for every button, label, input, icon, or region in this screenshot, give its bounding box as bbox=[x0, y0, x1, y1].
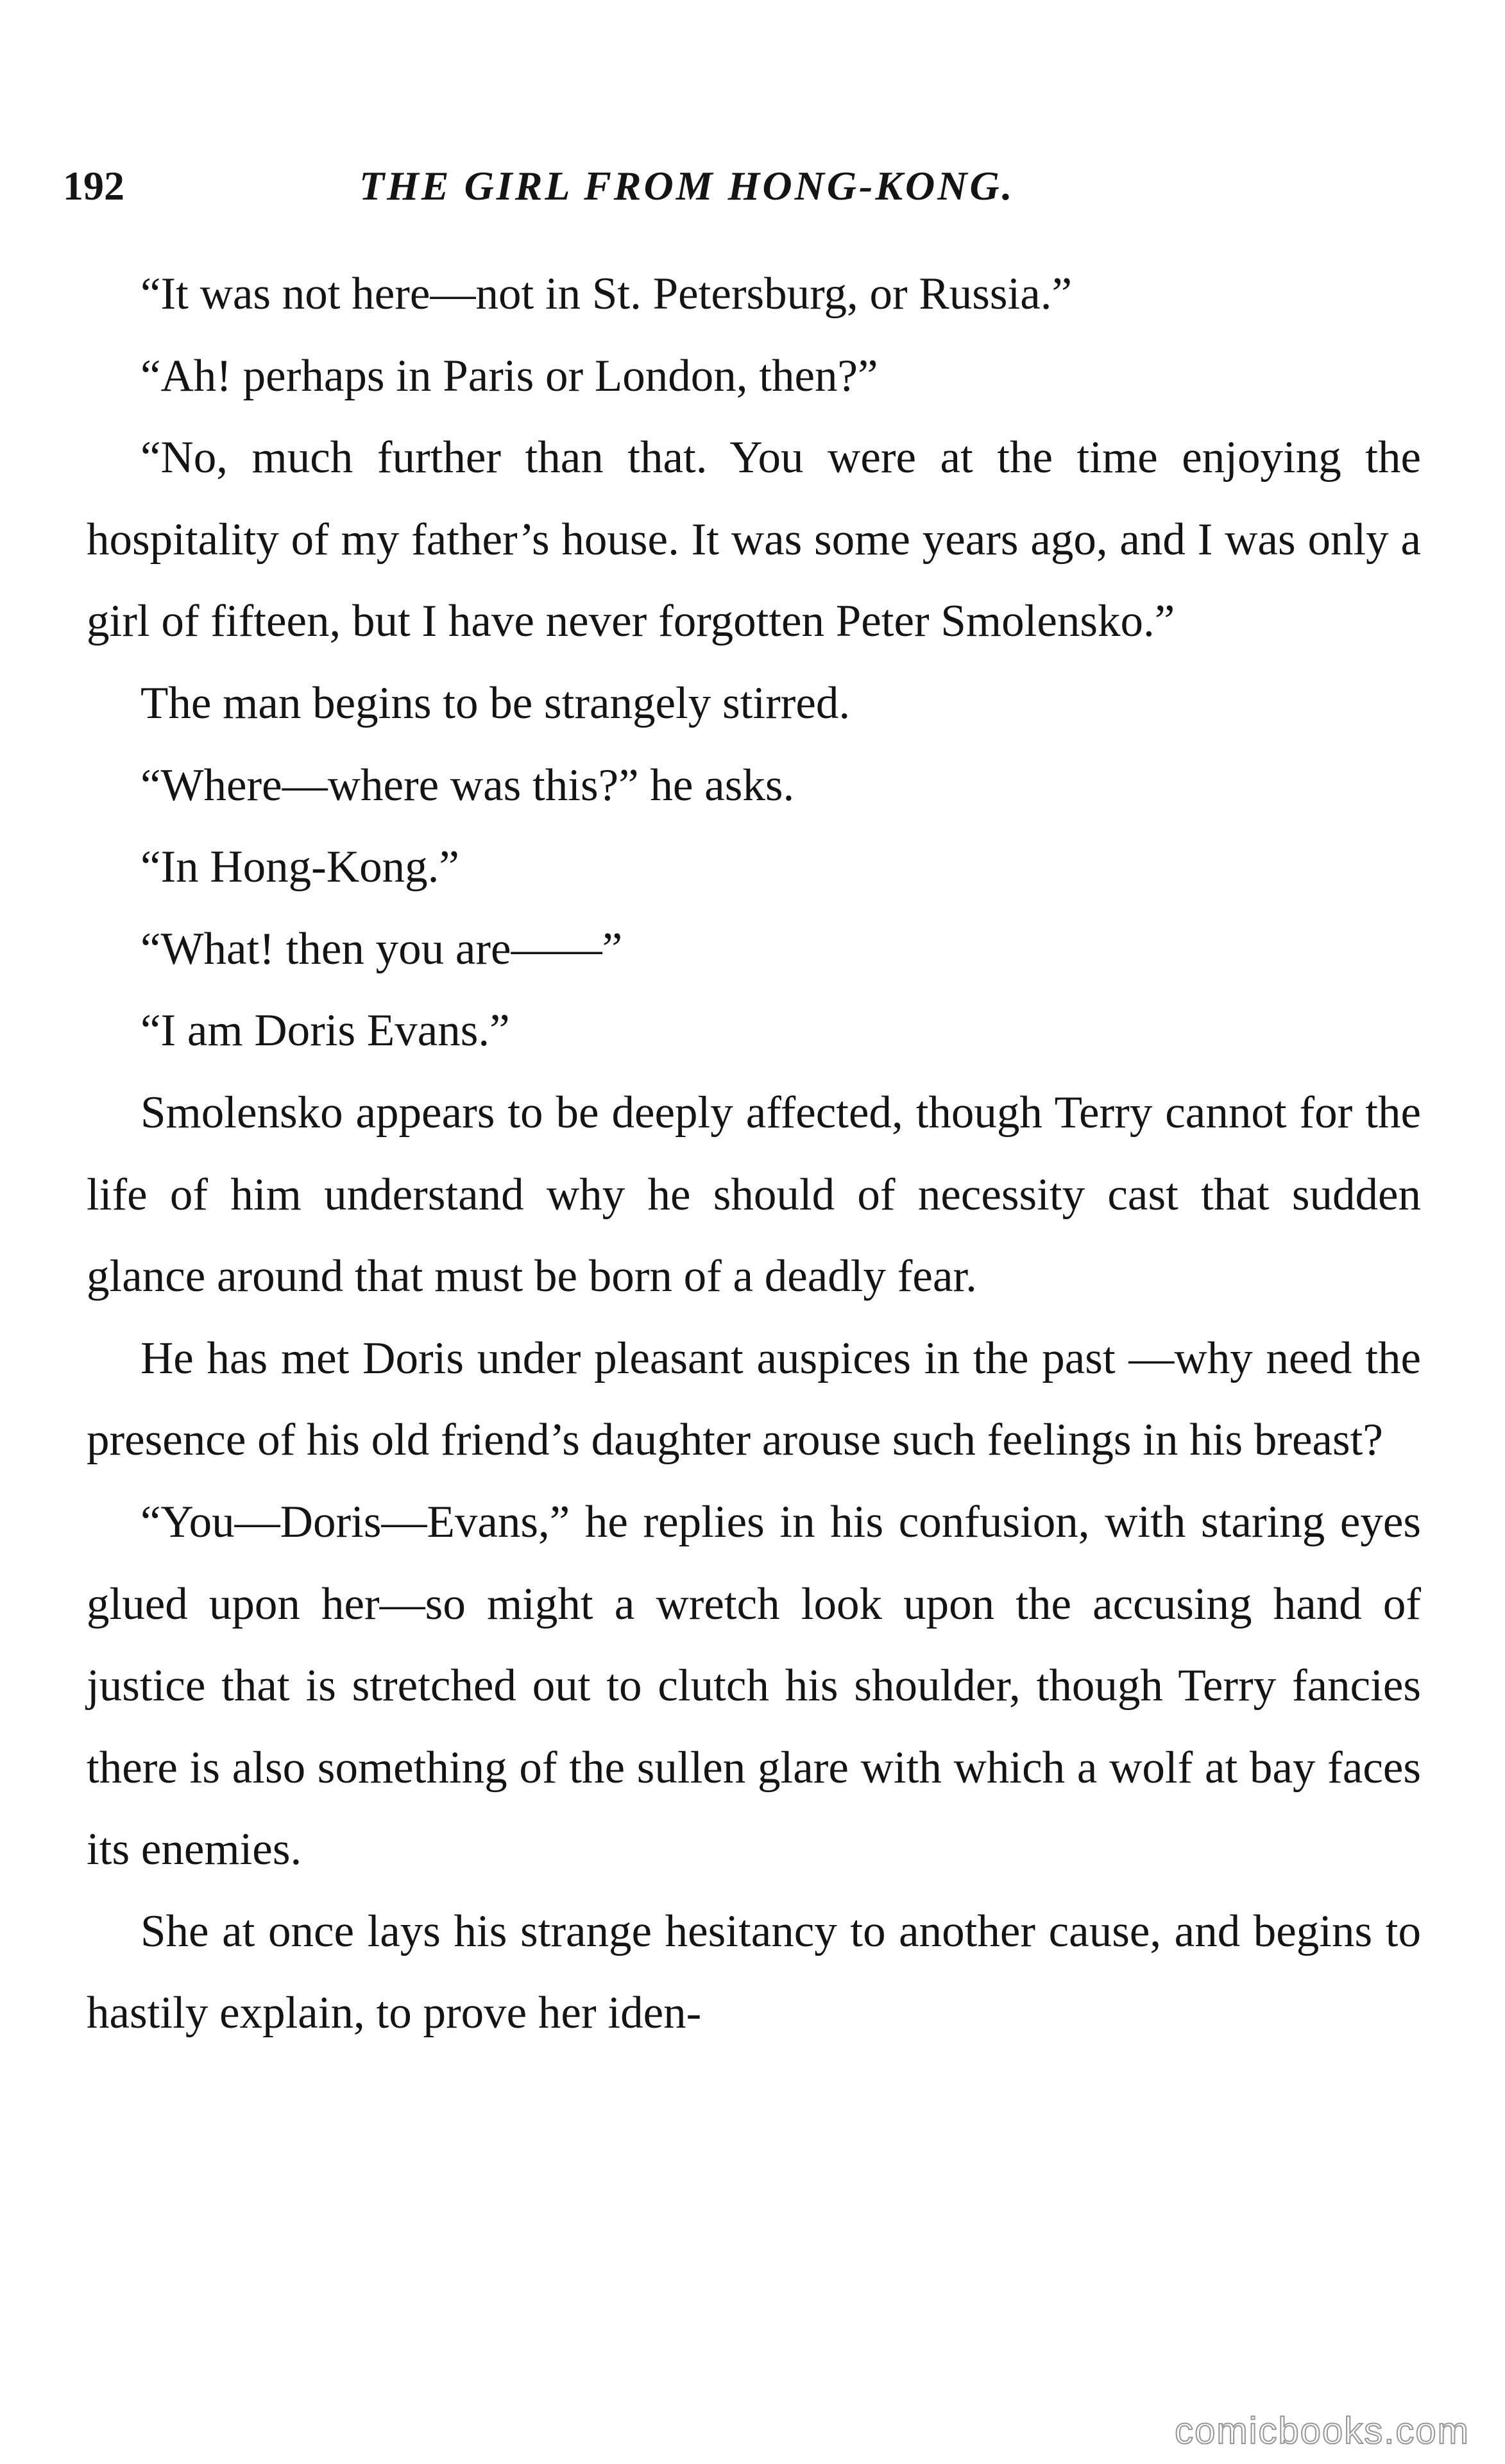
paragraph: “No, much further than that. You were at the time enjoying the hospitality of my father’s house. It was some years ago, and I was only a girl of fifteen, but I have never forgotten Peter Smolensko.” bbox=[87, 432, 1421, 647]
paragraph: “You—Doris—Evans,” he replies in his confusion, with staring eyes glued upon her—so might a wretch look upon the accusing hand of justice that is stretched out to clutch his shoulder, though Terry fancies there is also something of the sullen glare with which a wolf at bay faces its enemies. bbox=[87, 1496, 1421, 1875]
watermark: comicbooks.com bbox=[1175, 2410, 1470, 2452]
running-head bbox=[63, 157, 1128, 215]
paragraph: “Where—where was this?” he asks. bbox=[140, 760, 795, 810]
paragraph: “I am Doris Evans.” bbox=[140, 1005, 510, 1056]
paragraph: She at once lays his strange hesitancy to another cause, and begins to hastily explain, to prove her iden- bbox=[87, 1906, 1421, 2039]
book-title: THE GIRL FROM HONG-KONG. bbox=[359, 163, 1015, 209]
paragraph: Smolensko appears to be deeply affected, though Terry cannot for the life of him understand why he should of necessity cast that sudden glance around that must be born of a deadly fear. bbox=[87, 1087, 1421, 1302]
paragraph: He has met Doris under pleasant auspices in the past —why need the presence of his old friend’s daughter arouse such feelings in his breast? bbox=[87, 1333, 1421, 1466]
page-number: 192 bbox=[63, 163, 124, 209]
paragraph: “It was not here—not in St. Petersburg, or Russia.” bbox=[140, 269, 1072, 319]
body-text bbox=[87, 253, 1421, 2055]
paragraph: “In Hong-Kong.” bbox=[140, 842, 459, 893]
paragraph: “Ah! perhaps in Paris or London, then?” bbox=[140, 350, 878, 401]
paragraph: The man begins to be strangely stirred. bbox=[140, 678, 851, 728]
paragraph: “What! then you are——” bbox=[140, 923, 623, 974]
